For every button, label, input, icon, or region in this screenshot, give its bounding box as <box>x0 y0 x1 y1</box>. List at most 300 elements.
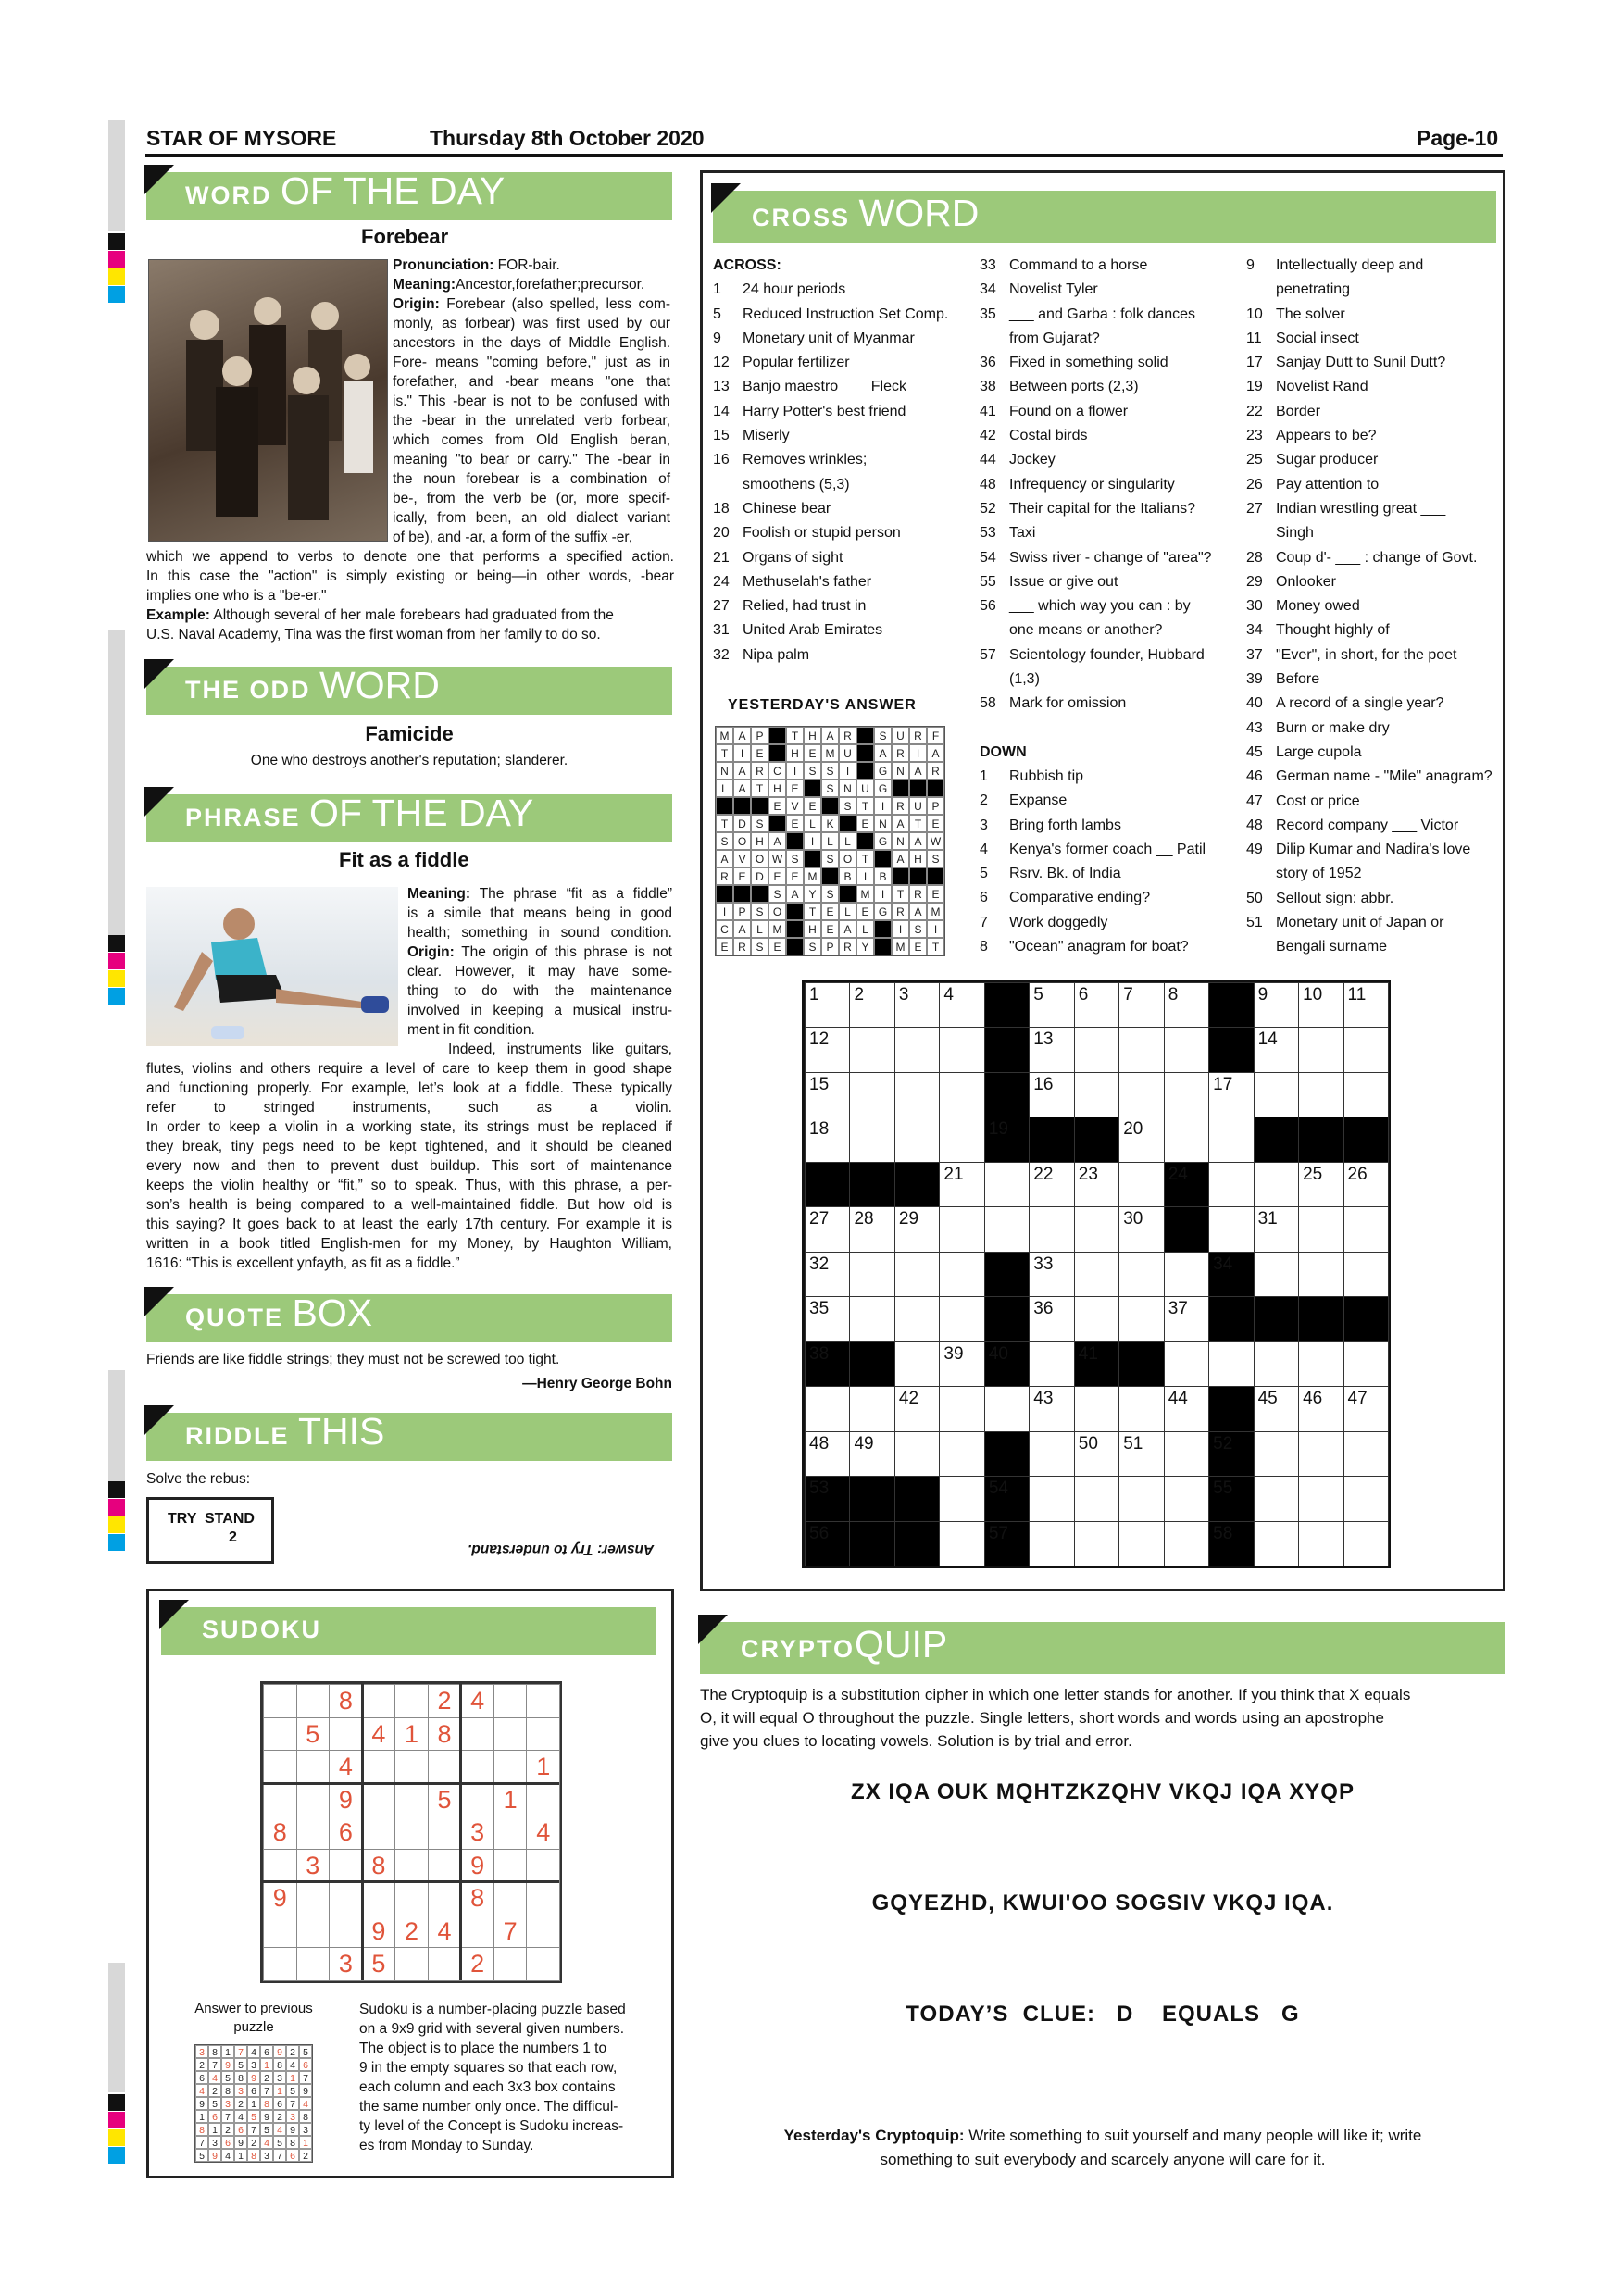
sudoku-empty-cell[interactable] <box>493 1717 528 1752</box>
answer-cell: M <box>927 903 944 920</box>
answer-block <box>927 780 944 797</box>
crossword-cell[interactable] <box>849 1431 894 1477</box>
crossword-cell[interactable] <box>1298 1431 1343 1477</box>
sudoku-empty-cell[interactable] <box>296 1816 331 1850</box>
crossword-cell[interactable] <box>939 1431 984 1477</box>
crossword-cell[interactable] <box>1118 982 1164 1028</box>
sudoku-empty-cell[interactable] <box>329 1915 363 1949</box>
crossword-cell-number: 28 <box>854 1209 874 1229</box>
crossword-cell[interactable] <box>1164 1117 1209 1162</box>
sudoku-empty-cell[interactable] <box>296 1947 331 1981</box>
crossword-cell[interactable] <box>1074 1386 1119 1431</box>
sudoku-empty-cell[interactable] <box>526 1881 560 1915</box>
answer-cell: A <box>839 920 856 938</box>
crossword-cell[interactable] <box>1074 1072 1119 1117</box>
crossword-cell[interactable] <box>1254 982 1299 1028</box>
sudoku-empty-cell[interactable] <box>394 1849 429 1883</box>
crossword-cell[interactable] <box>1298 1252 1343 1297</box>
sudoku-empty-cell[interactable] <box>296 1750 331 1784</box>
crossword-cell[interactable] <box>894 1296 940 1341</box>
crossword-cell[interactable] <box>1029 1027 1074 1072</box>
crossword-cell[interactable] <box>1208 1072 1254 1117</box>
clue-number: 37 <box>1246 646 1263 663</box>
sudoku-empty-cell[interactable] <box>460 1783 494 1817</box>
sudoku-empty-cell[interactable] <box>362 1816 396 1850</box>
clue-text: Comparative ending? <box>1009 890 1151 906</box>
crossword-cell[interactable] <box>849 1296 894 1341</box>
sudoku-empty-cell[interactable] <box>394 1881 429 1915</box>
crossword-block <box>1343 1296 1389 1341</box>
crossword-cell[interactable] <box>939 1027 984 1072</box>
across-clue-list <box>713 278 963 668</box>
sudoku-empty-cell[interactable] <box>460 1915 494 1949</box>
answer-cell: S <box>821 762 839 780</box>
crossword-cell[interactable] <box>1118 1027 1164 1072</box>
sudoku-empty-cell[interactable] <box>296 1915 331 1949</box>
crossword-cell-number: 8 <box>1168 985 1179 1004</box>
crossword-cell[interactable] <box>1029 1386 1074 1431</box>
crossword-cell[interactable] <box>1343 1386 1389 1431</box>
crossword-cell[interactable] <box>1118 1296 1164 1341</box>
sudoku-empty-cell[interactable] <box>362 1783 396 1817</box>
crossword-cell[interactable] <box>1118 1521 1164 1566</box>
crossword-cell[interactable] <box>1118 1206 1164 1252</box>
crossword-cell[interactable] <box>1254 1072 1299 1117</box>
sudoku-empty-cell[interactable] <box>428 1750 462 1784</box>
clue-text: Coup d'- ___ : change of Govt. <box>1276 549 1478 566</box>
crossword-cell[interactable] <box>1298 1206 1343 1252</box>
sudoku-empty-cell[interactable] <box>329 1849 363 1883</box>
sudoku-empty-cell[interactable] <box>493 1947 528 1981</box>
across-label: ACROSS: <box>713 257 781 273</box>
crossword-cell[interactable] <box>1164 1521 1209 1566</box>
header-rule <box>145 154 1503 157</box>
registration-bar <box>108 630 125 935</box>
registration-swatch <box>108 2129 125 2146</box>
crossword-cell[interactable] <box>1343 1521 1389 1566</box>
crossword-cell[interactable] <box>894 1027 940 1072</box>
family-photo <box>148 259 388 542</box>
answer-cell: M <box>716 727 733 744</box>
sudoku-given-cell: 5 <box>428 1783 462 1817</box>
crossword-cell-number: 23 <box>1078 1164 1098 1184</box>
crossword-cell[interactable] <box>1074 982 1119 1028</box>
sudoku-empty-cell[interactable] <box>263 1717 297 1752</box>
crossword-block <box>984 1252 1030 1297</box>
clue <box>980 935 1248 959</box>
crossword-cell[interactable] <box>1343 1431 1389 1477</box>
crossword-cell[interactable] <box>1029 1206 1074 1252</box>
crossword-cell[interactable] <box>1074 1252 1119 1297</box>
crossword-cell[interactable] <box>805 982 850 1028</box>
crossword-cell[interactable] <box>984 1206 1030 1252</box>
crossword-cell[interactable] <box>1254 1476 1299 1521</box>
text-line: the noun forebear is a combination of <box>393 471 670 487</box>
crossword-cell[interactable] <box>1029 1341 1074 1387</box>
sudoku-empty-cell[interactable] <box>263 1849 297 1883</box>
sudoku-empty-cell[interactable] <box>394 1684 429 1718</box>
clue-number: 27 <box>1246 500 1263 517</box>
clue-text: Singh <box>1276 525 1314 542</box>
crossword-cell[interactable] <box>1164 1341 1209 1387</box>
crossword-cell[interactable] <box>894 1252 940 1297</box>
meaning-text: Ancestor,forefather;precursor. <box>456 277 645 293</box>
banner-corner <box>711 183 741 213</box>
crossword-cell[interactable] <box>849 1072 894 1117</box>
answer-cell: A <box>733 920 751 938</box>
crossword-cell[interactable] <box>894 1386 940 1431</box>
answer-cell: M <box>804 867 821 885</box>
answer-cell: R <box>892 744 909 762</box>
crossword-cell[interactable] <box>1074 1162 1119 1207</box>
crossword-block <box>1254 1117 1299 1162</box>
sudoku-empty-cell[interactable] <box>428 1947 462 1981</box>
crossword-cell[interactable] <box>849 1206 894 1252</box>
crossword-block <box>984 982 1030 1028</box>
clue-number: 9 <box>1246 257 1255 273</box>
crossword-cell[interactable] <box>939 1072 984 1117</box>
clue <box>713 473 963 497</box>
crossword-cell[interactable] <box>939 1252 984 1297</box>
sudoku-answer-cell: 5 <box>221 2071 234 2084</box>
clue-number <box>1246 862 1276 886</box>
crossword-cell-number: 36 <box>1033 1299 1054 1319</box>
sudoku-empty-cell[interactable] <box>296 1684 331 1718</box>
answer-cell: A <box>733 780 751 797</box>
crossword-cell-number: 35 <box>809 1299 830 1319</box>
crossword-cell[interactable] <box>1029 1162 1074 1207</box>
crossword-cell-number: 38 <box>809 1343 830 1364</box>
sudoku-empty-cell[interactable] <box>493 1684 528 1718</box>
crossword-cell[interactable] <box>939 1521 984 1566</box>
answer-cell: A <box>909 832 927 850</box>
clue-number: 15 <box>713 428 730 444</box>
crossword-block <box>1029 1117 1074 1162</box>
sudoku-empty-cell[interactable] <box>526 1717 560 1752</box>
sudoku-empty-cell[interactable] <box>263 1915 297 1949</box>
clue-number: 55 <box>980 573 996 590</box>
clue <box>1246 473 1500 497</box>
answer-cell: V <box>733 850 751 867</box>
crossword-cell[interactable] <box>1343 1162 1389 1207</box>
crossword-cell[interactable] <box>1208 1341 1254 1387</box>
crossword-cell[interactable] <box>1118 1386 1164 1431</box>
crossword-cell[interactable] <box>1254 1162 1299 1207</box>
crossword-cell[interactable] <box>1343 1072 1389 1117</box>
banner-corner <box>144 659 174 689</box>
sudoku-empty-cell[interactable] <box>263 1783 297 1817</box>
crossword-cell[interactable] <box>1164 1386 1209 1431</box>
sudoku-given-cell: 3 <box>329 1947 363 1981</box>
quote-author: —Henry George Bohn <box>522 1376 672 1391</box>
sudoku-empty-cell[interactable] <box>526 1783 560 1817</box>
registration-swatch <box>108 2147 125 2164</box>
answer-block <box>786 920 804 938</box>
sudoku-empty-cell[interactable] <box>460 1717 494 1752</box>
crossword-cell[interactable] <box>1118 1162 1164 1207</box>
phrase-narrow-text <box>407 884 672 1059</box>
crossword-cell[interactable] <box>849 982 894 1028</box>
crossword-cell[interactable] <box>1164 1252 1209 1297</box>
crossword-cell[interactable] <box>849 1027 894 1072</box>
crossword-cell[interactable] <box>1254 1431 1299 1477</box>
sudoku-empty-cell[interactable] <box>526 1915 560 1949</box>
crossword-cell[interactable] <box>1254 1341 1299 1387</box>
crossword-cell[interactable] <box>805 1386 850 1431</box>
crossword-cell[interactable] <box>805 1072 850 1117</box>
crossword-cell[interactable] <box>894 1431 940 1477</box>
sudoku-answer-cell: 2 <box>260 2071 273 2084</box>
clue-number: 20 <box>713 525 730 542</box>
sudoku-empty-cell[interactable] <box>493 1816 528 1850</box>
crossword-cell-number: 44 <box>1168 1389 1188 1409</box>
clue <box>980 546 1248 570</box>
crossword-cell[interactable] <box>1298 1476 1343 1521</box>
crossword-cell[interactable] <box>1298 1521 1343 1566</box>
clue-number: 40 <box>1246 695 1263 712</box>
crossword-cell[interactable] <box>1208 1162 1254 1207</box>
clue-number: 49 <box>1246 842 1263 858</box>
sudoku-empty-cell[interactable] <box>362 1684 396 1718</box>
crossword-cell[interactable] <box>1164 1027 1209 1072</box>
answer-cell: A <box>716 850 733 867</box>
sudoku-empty-cell[interactable] <box>329 1717 363 1752</box>
text-line: and functioning properly. For example, let’s look at a fiddle. These typically <box>146 1080 672 1096</box>
crossword-cell[interactable] <box>1298 982 1343 1028</box>
crossword-cell[interactable] <box>1298 1027 1343 1072</box>
crossword-cell[interactable] <box>894 1206 940 1252</box>
crossword-cell[interactable] <box>1029 1476 1074 1521</box>
answer-block <box>839 815 856 832</box>
origin-line: Forebear (also spelled, less com- <box>446 296 670 312</box>
down-clue-list <box>1246 254 1500 960</box>
sudoku-empty-cell[interactable] <box>296 1881 331 1915</box>
crossword-cell[interactable] <box>939 1162 984 1207</box>
crossword-cell[interactable] <box>1029 1072 1074 1117</box>
sudoku-empty-cell[interactable] <box>526 1947 560 1981</box>
clue-text: Swiss river - change of "area"? <box>1009 549 1212 566</box>
crossword-cell[interactable] <box>1118 1117 1164 1162</box>
riddle-answer-upside-down: Answer: Try to understand. <box>468 1541 655 1557</box>
crossword-cell[interactable] <box>805 1027 850 1072</box>
answer-cell: S <box>768 885 786 903</box>
answer-cell: P <box>821 938 839 955</box>
crossword-cell[interactable] <box>1208 1117 1254 1162</box>
crossword-cell[interactable] <box>939 982 984 1028</box>
crossword-cell[interactable] <box>939 1296 984 1341</box>
text-line: flutes, violins and others require a level of care to keep them in good shape <box>146 1061 672 1077</box>
sudoku-empty-cell[interactable] <box>296 1783 331 1817</box>
sudoku-empty-cell[interactable] <box>493 1849 528 1883</box>
crossword-cell[interactable] <box>1343 982 1389 1028</box>
crossword-cell[interactable] <box>1118 1476 1164 1521</box>
quote-box-banner <box>146 1294 672 1342</box>
registration-swatch <box>108 2094 125 2111</box>
crossword-cell[interactable] <box>894 982 940 1028</box>
crossword-cell[interactable] <box>1074 1206 1119 1252</box>
crossword-cell[interactable] <box>1029 1521 1074 1566</box>
phrase-meaning-label: Meaning: <box>407 886 471 902</box>
sudoku-empty-cell[interactable] <box>493 1750 528 1784</box>
crossword-cell[interactable] <box>1164 982 1209 1028</box>
answer-cell: H <box>909 850 927 867</box>
crossword-cell[interactable] <box>805 1206 850 1252</box>
clue-text: Intellectually deep and <box>1276 257 1424 273</box>
sudoku-empty-cell[interactable] <box>428 1849 462 1883</box>
answer-cell: H <box>804 727 821 744</box>
crossword-block <box>1118 1341 1164 1387</box>
answer-cell: N <box>874 815 892 832</box>
clue-text: Nipa palm <box>743 646 810 663</box>
crossword-cell[interactable] <box>849 1117 894 1162</box>
sudoku-empty-cell[interactable] <box>526 1849 560 1883</box>
crossword-cell[interactable] <box>1343 1206 1389 1252</box>
fitness-photo <box>146 887 398 1046</box>
sudoku-empty-cell[interactable] <box>493 1881 528 1915</box>
crossword-cell[interactable] <box>894 1072 940 1117</box>
sudoku-answer-cell: 7 <box>208 2058 221 2071</box>
crossword-cell[interactable] <box>1298 1162 1343 1207</box>
answer-block <box>874 938 892 955</box>
sudoku-empty-cell[interactable] <box>428 1816 462 1850</box>
clue <box>1246 838 1500 862</box>
crossword-cell[interactable] <box>1343 1341 1389 1387</box>
sudoku-empty-cell[interactable] <box>263 1684 297 1718</box>
crossword-cell[interactable] <box>1254 1386 1299 1431</box>
crossword-cell[interactable] <box>939 1117 984 1162</box>
crossword-cell[interactable] <box>1029 982 1074 1028</box>
sudoku-empty-cell[interactable] <box>394 1816 429 1850</box>
clue-text: Removes wrinkles; <box>743 452 868 468</box>
crossword-cell[interactable] <box>1118 1072 1164 1117</box>
crossword-cell[interactable] <box>894 1341 940 1387</box>
clue <box>713 521 963 545</box>
page-number: Page-10 <box>1417 126 1499 150</box>
crossword-cell[interactable] <box>1074 1476 1119 1521</box>
text-line: Sudoku is a number-placing puzzle based <box>359 2002 626 2017</box>
banner-big-text: WORD <box>319 664 440 706</box>
crossword-cell[interactable] <box>1074 1431 1119 1477</box>
sudoku-empty-cell[interactable] <box>362 1881 396 1915</box>
answer-block <box>751 797 768 815</box>
crossword-cell[interactable] <box>805 1431 850 1477</box>
sudoku-given-cell: 4 <box>329 1750 363 1784</box>
crossword-cell[interactable] <box>1298 1341 1343 1387</box>
crossword-cell[interactable] <box>1074 1521 1119 1566</box>
sudoku-empty-cell[interactable] <box>329 1881 363 1915</box>
crossword-cell[interactable] <box>939 1386 984 1431</box>
crossword-cell[interactable] <box>939 1476 984 1521</box>
crossword-cell[interactable] <box>1118 1252 1164 1297</box>
crossword-cell[interactable] <box>1118 1431 1164 1477</box>
crossword-cell[interactable] <box>1254 1521 1299 1566</box>
sudoku-empty-cell[interactable] <box>362 1750 396 1784</box>
crossword-cell[interactable] <box>1029 1252 1074 1297</box>
sudoku-empty-cell[interactable] <box>428 1881 462 1915</box>
phrase-line: clear. However, it may have some- <box>407 964 672 980</box>
crossword-cell[interactable] <box>1254 1252 1299 1297</box>
crossword-cell[interactable] <box>1298 1072 1343 1117</box>
crossword-cell[interactable] <box>849 1252 894 1297</box>
cryptoquip-line: GQYEZHD, KWUI'OO SOGSIV VKQJ IQA. <box>871 1890 1334 1915</box>
sudoku-answer-cell: 6 <box>299 2058 312 2071</box>
crossword-cell[interactable] <box>1029 1296 1074 1341</box>
crossword-grid[interactable] <box>802 980 1391 1568</box>
clue-number: 27 <box>713 598 730 615</box>
crossword-cell[interactable] <box>984 1386 1030 1431</box>
crossword-cell[interactable] <box>1343 1027 1389 1072</box>
crossword-cell[interactable] <box>1208 1206 1254 1252</box>
sudoku-empty-cell[interactable] <box>394 1783 429 1817</box>
clue-text: Border <box>1276 403 1321 419</box>
registration-bar <box>108 1963 125 2092</box>
sudoku-empty-cell[interactable] <box>526 1684 560 1718</box>
answer-cell: E <box>821 903 839 920</box>
crossword-cell[interactable] <box>1164 1296 1209 1341</box>
answer-cell: I <box>716 903 733 920</box>
sudoku-empty-cell[interactable] <box>460 1750 494 1784</box>
clue-number: 1 <box>980 767 988 784</box>
clue-number: 58 <box>980 695 996 712</box>
crossword-cell[interactable] <box>849 1386 894 1431</box>
crossword-cell[interactable] <box>1343 1476 1389 1521</box>
crossword-cell[interactable] <box>1254 1206 1299 1252</box>
sudoku-empty-cell[interactable] <box>263 1750 297 1784</box>
crossword-cell[interactable] <box>1343 1252 1389 1297</box>
clue-number: 28 <box>1246 549 1263 566</box>
word-of-the-day-details <box>393 256 670 547</box>
crossword-cell[interactable] <box>1254 1027 1299 1072</box>
sudoku-empty-cell[interactable] <box>263 1947 297 1981</box>
example-line: U.S. Naval Academy, Tina was the first woman from her family to do so. <box>146 627 601 643</box>
crossword-cell[interactable] <box>1074 1296 1119 1341</box>
crossword-cell[interactable] <box>805 1296 850 1341</box>
down-clues-col3 <box>1246 254 1500 960</box>
crossword-cell[interactable] <box>939 1341 984 1387</box>
sudoku-given-cell: 3 <box>460 1816 494 1850</box>
crossword-cell[interactable] <box>1298 1386 1343 1431</box>
clue-number: 41 <box>980 403 996 419</box>
clue <box>980 886 1248 910</box>
clue-number: 46 <box>1246 768 1263 785</box>
sudoku-given-cell: 5 <box>296 1717 331 1752</box>
clue <box>713 643 963 668</box>
text-line: es from Monday to Sunday. <box>359 2138 534 2153</box>
answer-cell: T <box>909 815 927 832</box>
sudoku-empty-cell[interactable] <box>394 1750 429 1784</box>
crossword-cell[interactable] <box>1164 1431 1209 1477</box>
crossword-cell[interactable] <box>939 1206 984 1252</box>
crossword-cell[interactable] <box>1074 1027 1119 1072</box>
crossword-cell[interactable] <box>805 1117 850 1162</box>
crossword-cell[interactable] <box>894 1117 940 1162</box>
clue-number: 12 <box>713 355 730 371</box>
clue <box>980 643 1248 668</box>
crossword-cell[interactable] <box>805 1252 850 1297</box>
crossword-cell[interactable] <box>1029 1431 1074 1477</box>
sudoku-answer-cell: 1 <box>208 2123 221 2136</box>
clue-text: Rubbish tip <box>1009 767 1084 784</box>
sudoku-answer-cell: 2 <box>195 2058 208 2071</box>
sudoku-answer-cell: 9 <box>234 2136 247 2149</box>
crossword-cell[interactable] <box>984 1162 1030 1207</box>
family-photo-figures <box>149 260 387 541</box>
crossword-cell[interactable] <box>1164 1476 1209 1521</box>
sudoku-answer-cell: 1 <box>299 2136 312 2149</box>
crossword-block <box>1208 1296 1254 1341</box>
sudoku-empty-cell[interactable] <box>394 1947 429 1981</box>
crossword-cell[interactable] <box>1164 1072 1209 1117</box>
